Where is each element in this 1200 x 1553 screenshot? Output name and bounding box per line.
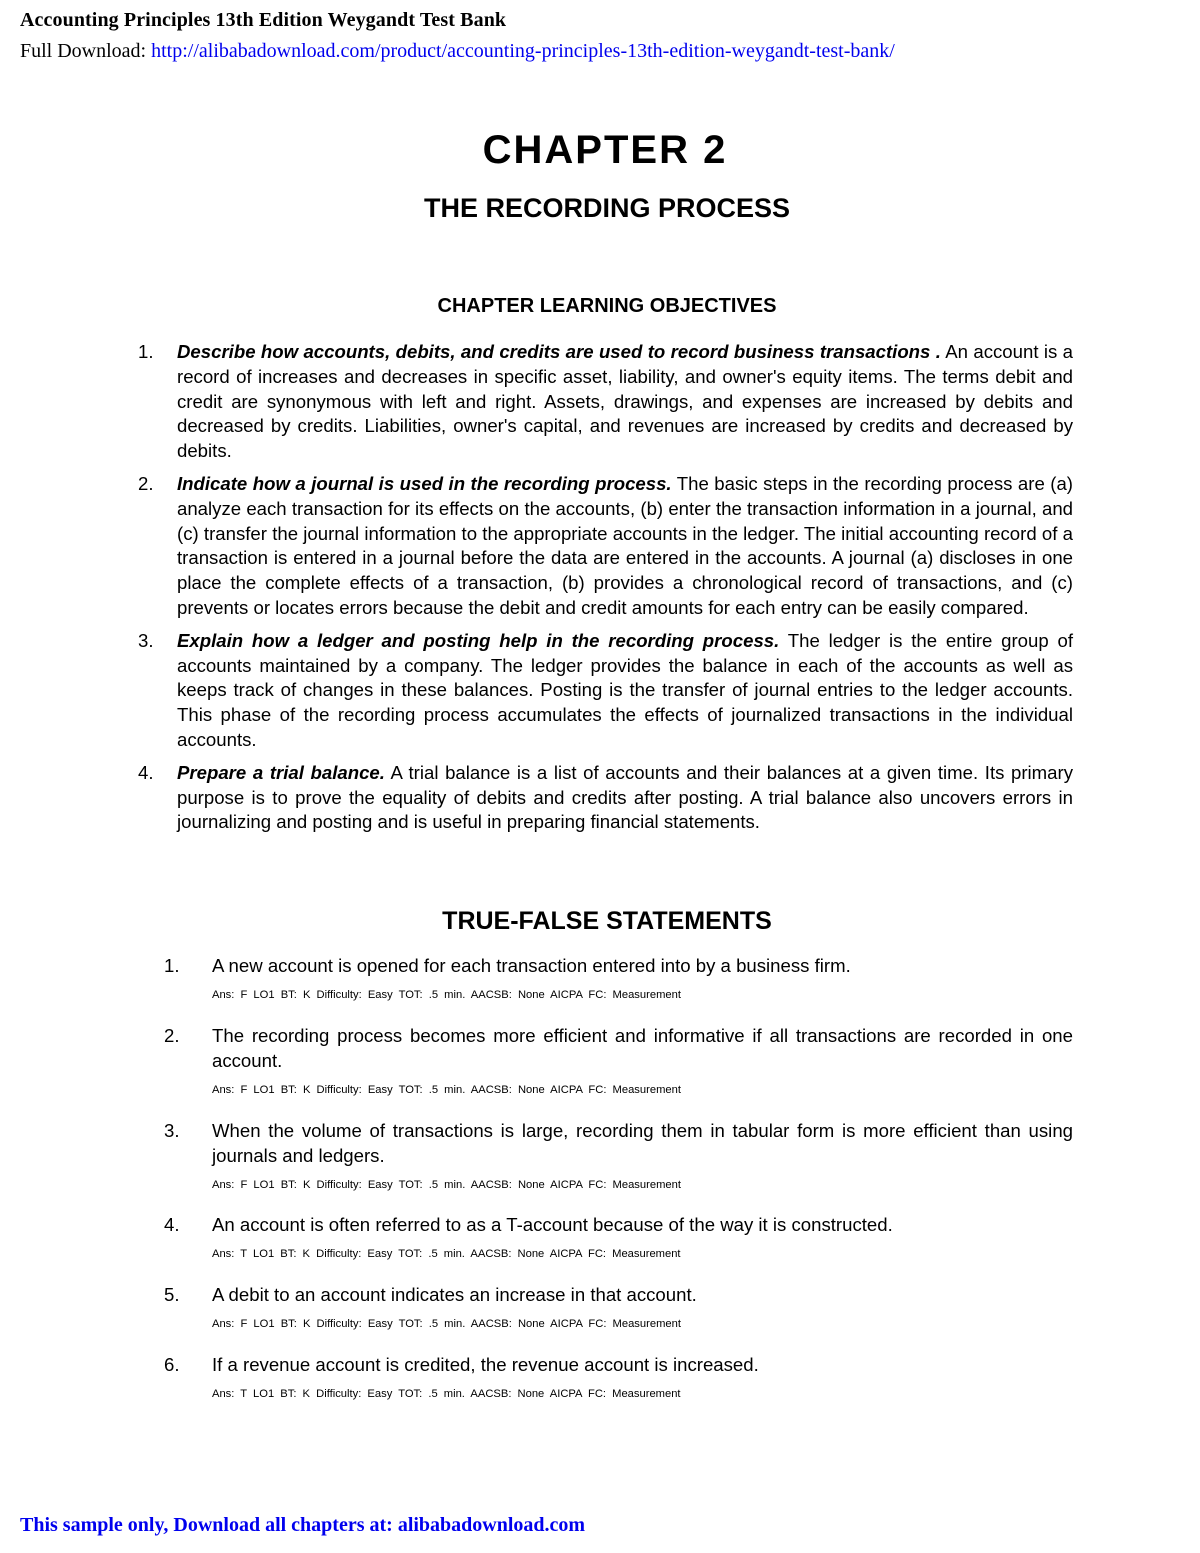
statement-number: 5. — [164, 1284, 180, 1305]
objective-text: A trial balance is a list of accounts and their balances at a given time. Its primary purpose is to prove the equality of debits and credits after posting. A trial balance also uncovers errors in journalizing and posting and is useful in preparing financial statements. — [177, 761, 1074, 833]
objectives-heading: CHAPTER LEARNING OBJECTIVES — [437, 295, 777, 317]
answer-metadata: Ans: T LO1 BT: K Difficulty: Easy TOT: .5 min. AACSB: None AICPA FC: Measurement — [212, 1247, 681, 1260]
statement-text: A new account is opened for each transaction entered into by a business firm. — [212, 955, 851, 976]
download-link[interactable]: http://alibabadownload.com/product/accounting-principles-13th-edition-weygandt-test-bank/ — [151, 40, 895, 62]
footer-download-notice[interactable]: This sample only, Download all chapters at: alibabadownload.com — [20, 1514, 586, 1536]
statement-text: The recording process becomes more efficient and informative if all transactions are recorded in one account. — [212, 1025, 1073, 1071]
statement-text: An account is often referred to as a T-account because of the way it is constructed. — [212, 1214, 893, 1235]
objective-lead: Describe how accounts, debits, and credits are used to record business transactions . — [177, 341, 941, 362]
statement-number: 2. — [164, 1025, 180, 1046]
chapter-title: THE RECORDING PROCESS — [423, 193, 791, 223]
statement-number: 1. — [164, 955, 180, 976]
objective-number: 2. — [138, 472, 154, 494]
objective-number: 3. — [138, 629, 154, 651]
objective-number: 1. — [138, 341, 154, 362]
document-header-title: Accounting Principles 13th Edition Weygandt Test Bank — [20, 9, 507, 31]
true-false-item — [164, 1353, 1073, 1401]
true-false-heading: TRUE-FALSE STATEMENTS — [442, 907, 772, 935]
objective-item — [138, 340, 1073, 464]
objective-lead: Explain how a ledger and posting help in the recording process. — [177, 629, 780, 651]
download-label: Full Download: — [20, 40, 147, 62]
answer-metadata: Ans: F LO1 BT: K Difficulty: Easy TOT: .5 min. AACSB: None AICPA FC: Measurement — [212, 1317, 681, 1330]
objective-lead: Indicate how a journal is used in the recording process. — [177, 472, 672, 494]
objective-number: 4. — [138, 761, 154, 783]
answer-metadata: Ans: F LO1 BT: K Difficulty: Easy TOT: .5 min. AACSB: None AICPA FC: Measurement — [212, 1178, 681, 1191]
objective-item — [138, 761, 1073, 835]
statement-number: 4. — [164, 1214, 180, 1235]
chapter-number: CHAPTER 2 — [482, 128, 728, 172]
statement-text: If a revenue account is credited, the revenue account is increased. — [212, 1354, 759, 1375]
objective-text: The basic steps in the recording process are (a) analyze each transaction for its effects on the accounts, (b) enter the transaction information in a journal, and (c) transfer the journal information to the appropriate accounts in the ledger. The initial accounting record of a transaction is entered in a journal before the data are entered in the accounts. A journal (a) discloses in one place the complete effects of a transaction, (b) provides a chronological record of transactions, and (c) prevents or locates errors because the debit and credit amounts for each entry can be easily compared. — [177, 472, 1073, 618]
true-false-item — [164, 1119, 1073, 1192]
statement-number: 3. — [164, 1120, 180, 1141]
statement-text: A debit to an account indicates an increase in that account. — [212, 1284, 697, 1305]
objective-lead: Prepare a trial balance. — [177, 761, 385, 783]
answer-metadata: Ans: F LO1 BT: K Difficulty: Easy TOT: .5 min. AACSB: None AICPA FC: Measurement — [212, 988, 681, 1001]
true-false-item — [164, 1213, 1073, 1261]
answer-metadata: Ans: T LO1 BT: K Difficulty: Easy TOT: .5 min. AACSB: None AICPA FC: Measurement — [212, 1387, 681, 1400]
download-line — [20, 40, 895, 63]
true-false-item — [164, 1024, 1073, 1097]
objective-item — [138, 472, 1073, 621]
statement-number: 6. — [164, 1354, 180, 1375]
true-false-item — [164, 954, 1073, 1002]
objective-text: An account is a record of increases and decreases in specific asset, liability, and owner's equity items. The terms debit and credit are synonymous with left and right. Assets, drawings, and expenses are increased by debits and decreased by credits. Liabilities, owner's capital, and revenues are increased by credits and decreased by debits. — [177, 341, 1073, 462]
objective-item — [138, 629, 1073, 753]
objectives-list — [138, 340, 1073, 843]
answer-metadata: Ans: F LO1 BT: K Difficulty: Easy TOT: .5 min. AACSB: None AICPA FC: Measurement — [212, 1083, 681, 1096]
statement-text: When the volume of transactions is large, recording them in tabular form is more efficient than using journals and ledgers. — [212, 1120, 1073, 1166]
objective-text: The ledger is the entire group of accounts maintained by a company. The ledger provides the balance in each of the accounts as well as keeps track of changes in these balances. Posting is the transfer of journal entries to the ledger accounts. This phase of the recording process accumulates the effects of journalized transactions in the individual accounts. — [177, 629, 1073, 750]
true-false-item — [164, 1283, 1073, 1331]
